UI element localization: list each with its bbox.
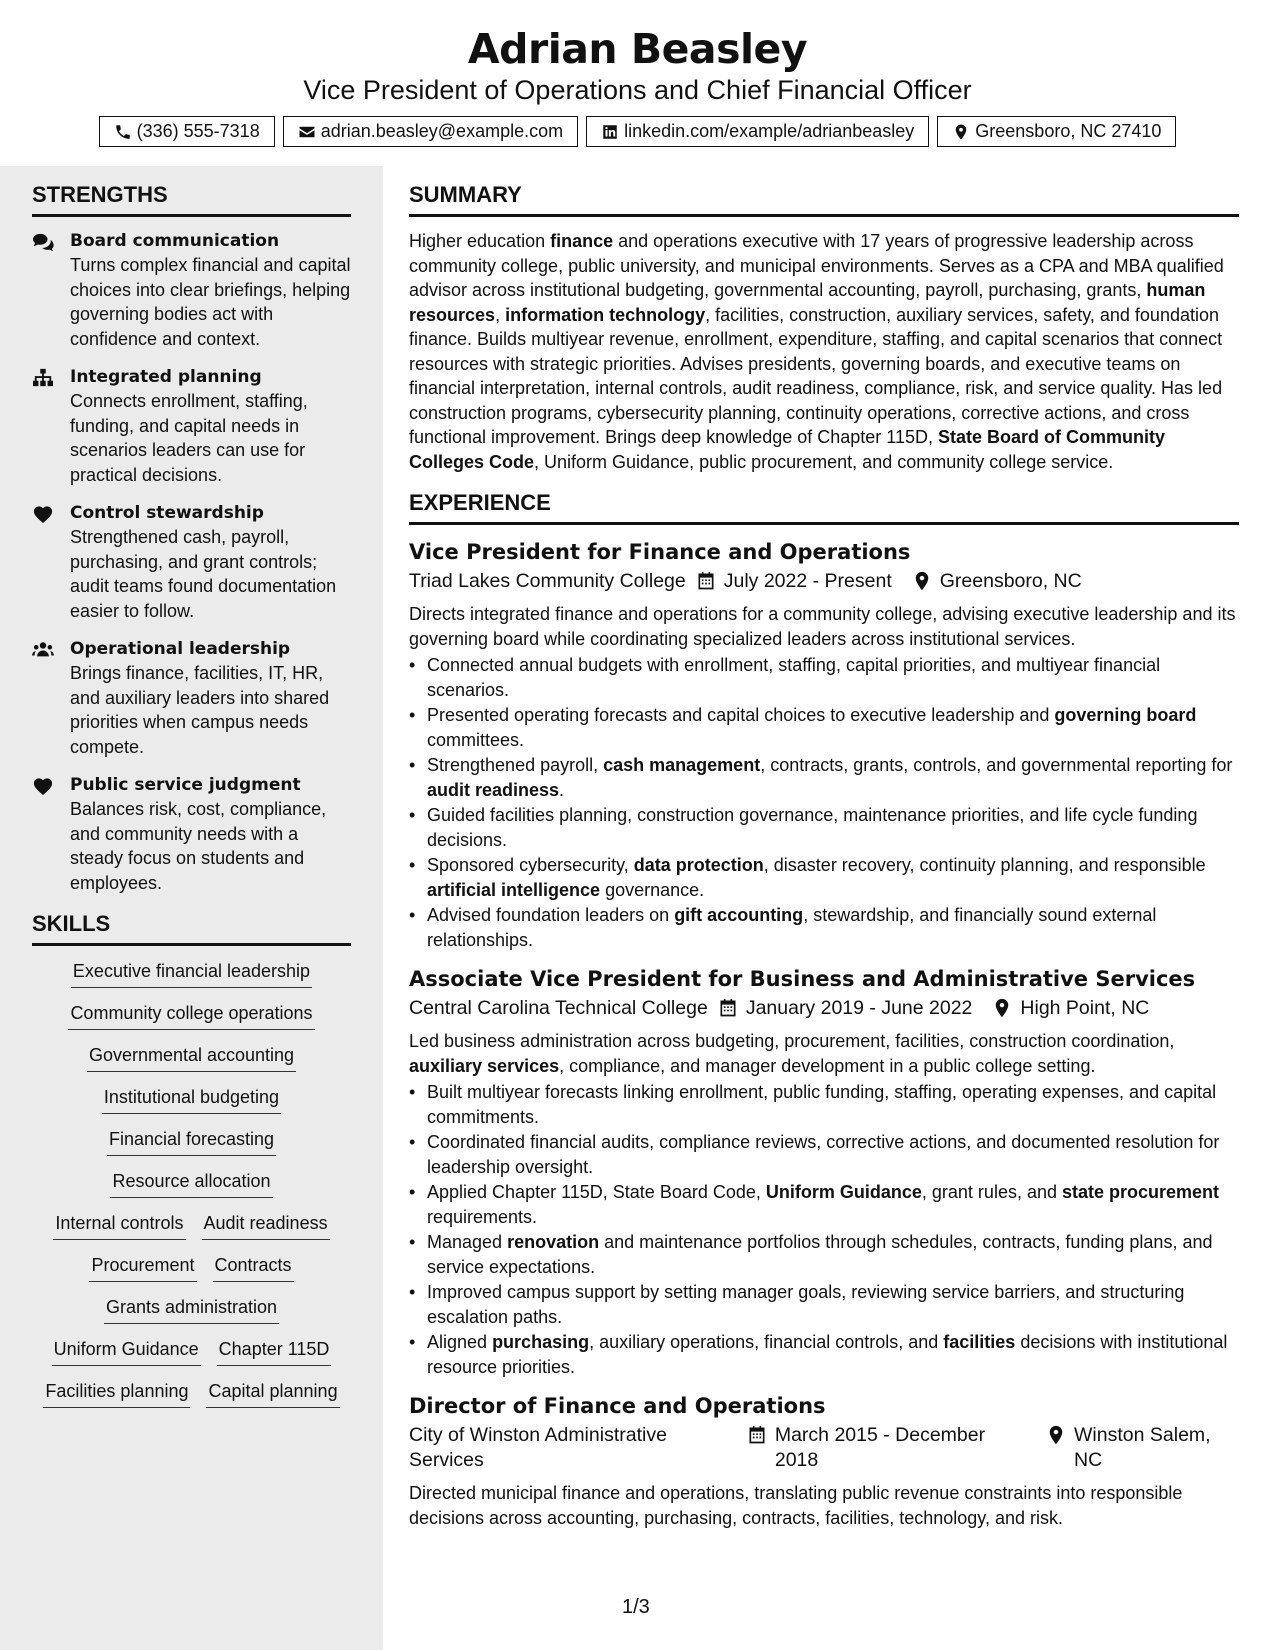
emphasized-text: facilities — [943, 1332, 1016, 1352]
skill-row — [43, 1378, 339, 1408]
text-run: , auxiliary operations, financial controls, and — [589, 1332, 944, 1352]
emphasized-text: cash management — [603, 755, 761, 775]
skill-row — [71, 958, 312, 988]
skill-tag: Capital planning — [206, 1378, 339, 1408]
text-run: Strengthened payroll, — [427, 755, 604, 775]
job-location: High Point, NC — [1020, 997, 1150, 1019]
skill-tag: Internal controls — [53, 1210, 185, 1240]
skill-tag: Resource allocation — [110, 1168, 272, 1198]
skill-row — [110, 1168, 272, 1198]
text-run: , disaster recovery, continuity planning, and responsible — [763, 855, 1206, 875]
skill-tag: Executive financial leadership — [71, 958, 312, 988]
text-run: Connected annual budgets with enrollment, staffing, capital priorities, and multiyear financial scenarios. — [427, 655, 1161, 700]
skill-tag: Grants administration — [104, 1294, 279, 1324]
strength-item — [32, 501, 351, 623]
text-run: Advised foundation leaders on — [427, 905, 675, 925]
contact-email[interactable] — [283, 116, 578, 147]
map-pin-icon — [912, 571, 932, 591]
text-run: and maintenance portfolios through schedules, contracts, funding plans, and service expectations. — [427, 1232, 1213, 1277]
strength-text: Brings finance, facilities, IT, HR, and auxiliary leaders into shared priorities when campus needs compete. — [70, 663, 330, 757]
job-dates: July 2022 - Present — [723, 570, 892, 592]
job-bullet — [409, 753, 1239, 802]
strengths-heading: STRENGTHS — [32, 180, 351, 217]
skill-row — [87, 1042, 296, 1072]
text-run: Managed — [427, 1232, 508, 1252]
strength-item — [32, 229, 351, 351]
map-pin-icon — [952, 123, 970, 141]
job-bullet — [409, 1180, 1239, 1229]
strength-title: Control stewardship — [70, 503, 264, 523]
page-number: 1/3 — [622, 1596, 650, 1618]
contact-location-text: Greensboro, NC 27410 — [975, 121, 1162, 141]
emphasized-text: auxiliary services — [409, 1055, 560, 1076]
linkedin-icon — [601, 123, 619, 141]
job-bullet — [409, 653, 1239, 702]
skill-tag: Audit readiness — [202, 1210, 330, 1240]
skills-heading: SKILLS — [32, 909, 351, 946]
users-icon — [32, 640, 54, 660]
text-run: Directs integrated finance and operations for a community college, advising executive leadership and its governing board while coordinating specialized leaders across institutional services. — [409, 604, 1236, 649]
strength-text: Connects enrollment, staffing, funding, and capital needs in scenarios leaders can use for practical decisions. — [70, 391, 308, 485]
text-run: , compliance, and manager development in a public college setting. — [559, 1055, 1096, 1076]
job-description — [409, 602, 1239, 651]
skills-list — [32, 958, 351, 1408]
text-run: Led business administration across budgeting, procurement, facilities, construction coordination, — [409, 1031, 1175, 1051]
main-content — [409, 180, 1239, 1542]
summary-heading: SUMMARY — [409, 180, 1239, 217]
text-run: , stewardship, and financially sound external relationships. — [427, 905, 1157, 950]
text-run: Guided facilities planning, construction governance, maintenance priorities, and life cycle funding decisions. — [427, 805, 1198, 850]
job-entry — [409, 964, 1239, 1379]
job-dates: March 2015 - December 2018 — [774, 1424, 986, 1471]
job-location: Winston Salem, NC — [1074, 1424, 1211, 1471]
job-organization: Triad Lakes Community College — [409, 570, 686, 592]
calendar-icon — [696, 571, 716, 591]
strength-title: Integrated planning — [70, 367, 262, 387]
text-run: , contracts, grants, controls, and governmental reporting for — [760, 755, 1233, 775]
job-meta — [409, 569, 1239, 594]
emphasized-text: renovation — [507, 1232, 600, 1252]
map-pin-icon — [992, 998, 1012, 1018]
text-run: , Uniform Guidance, public procurement, and community college service. — [534, 451, 1114, 472]
skill-row — [89, 1252, 293, 1282]
strength-title: Public service judgment — [70, 775, 301, 795]
job-bullet — [409, 1330, 1239, 1379]
text-run: Presented operating forecasts and capital choices to executive leadership and — [427, 705, 1055, 725]
job-meta — [409, 1423, 1239, 1473]
skill-tag: Uniform Guidance — [52, 1336, 201, 1366]
emphasized-text: purchasing — [492, 1332, 590, 1352]
job-meta — [409, 996, 1239, 1021]
emphasized-text: data protection — [633, 855, 764, 875]
strength-item — [32, 773, 351, 895]
job-bullets — [409, 1080, 1239, 1379]
skill-tag: Facilities planning — [43, 1378, 190, 1408]
job-bullet — [409, 853, 1239, 902]
skill-tag: Governmental accounting — [87, 1042, 296, 1072]
text-run: , facilities, construction, auxiliary services, safety, and foundation finance. Builds multiyear revenue, enrollment, expenditure, staffing, and capital scenarios that connect resources with strategic priorities. Advises presidents, governing boards, and executive teams on financial interpretation, internal controls, audit readiness, compliance, risk, and service quality. Has led construction programs, cybersecurity planning, continuity operations, corrective actions, and cross functional improvement. Brings deep knowledge of Chapter 115D, — [409, 304, 1223, 447]
job-bullets — [409, 653, 1239, 952]
sidebar — [32, 180, 351, 1408]
text-run: Improved campus support by setting manager goals, reviewing service barriers, and structuring escalation paths. — [427, 1282, 1185, 1327]
job-location: Greensboro, NC — [939, 570, 1082, 592]
text-run: , — [495, 304, 506, 325]
emphasized-text: audit readiness — [427, 779, 560, 800]
text-run: . — [559, 779, 565, 800]
emphasized-text: finance — [550, 231, 614, 251]
contact-bar — [0, 116, 1275, 147]
job-title: Director of Finance and Operations — [409, 1394, 826, 1418]
skill-tag: Procurement — [89, 1252, 196, 1282]
text-run: Directed municipal finance and operations, translating public revenue constraints into responsible decisions across accounting, purchasing, contracts, facilities, technology, and risk. — [409, 1483, 1183, 1528]
resume-header — [0, 0, 1275, 147]
job-organization: Central Carolina Technical College — [409, 997, 708, 1019]
skill-tag: Institutional budgeting — [102, 1084, 281, 1114]
job-bullet — [409, 903, 1239, 952]
strength-item — [32, 637, 351, 759]
calendar-icon — [718, 998, 738, 1018]
text-run: Sponsored cybersecurity, — [427, 855, 634, 875]
calendar-icon — [747, 1425, 767, 1445]
contact-phone[interactable] — [99, 116, 275, 147]
heart-icon — [32, 504, 54, 524]
strength-title: Operational leadership — [70, 639, 291, 659]
summary-text — [409, 229, 1239, 474]
job-bullet — [409, 1280, 1239, 1329]
skill-tag: Contracts — [213, 1252, 294, 1282]
text-run: Built multiyear forecasts linking enrollment, public funding, staffing, operating expenses, and capital commitments. — [427, 1082, 1217, 1127]
job-bullet — [409, 803, 1239, 852]
contact-linkedin-text: linkedin.com/example/adrianbeasley — [624, 121, 915, 141]
candidate-role: Vice President of Operations and Chief Financial Officer — [303, 75, 972, 105]
skill-row — [68, 1000, 314, 1030]
emphasized-text: information technology — [505, 304, 706, 325]
sitemap-icon — [32, 368, 54, 388]
text-run: and operations executive with 17 years of progressive leadership across community college, public university, and municipal environments. Serves as a CPA and MBA qualified advisor across institutional budgeting, governmental accounting, payroll, purchasing, grants, — [409, 231, 1224, 300]
comments-icon — [32, 232, 54, 252]
skill-row — [102, 1084, 281, 1114]
envelope-icon — [298, 123, 316, 141]
experience-list — [409, 537, 1239, 1530]
contact-phone-text: (336) 555-7318 — [136, 121, 260, 141]
emphasized-text: Uniform Guidance — [765, 1182, 922, 1202]
job-title: Vice President for Finance and Operations — [409, 540, 911, 564]
phone-icon — [114, 123, 132, 141]
text-run: Applied Chapter 115D, State Board Code, — [427, 1182, 766, 1202]
strength-text: Strengthened cash, payroll, purchasing, and grant controls; audit teams found documentation easier to follow. — [70, 527, 337, 621]
job-entry — [409, 1391, 1239, 1530]
skill-row — [53, 1210, 329, 1240]
contact-email-text: adrian.beasley@example.com — [320, 121, 564, 141]
text-run: governance. — [600, 879, 705, 900]
skill-row — [52, 1336, 332, 1366]
job-entry — [409, 537, 1239, 952]
experience-heading: EXPERIENCE — [409, 488, 1239, 525]
skill-row — [104, 1294, 279, 1324]
job-bullet — [409, 1080, 1239, 1129]
candidate-name: Adrian Beasley — [467, 25, 808, 73]
emphasized-text: governing board — [1054, 705, 1197, 725]
job-title: Associate Vice President for Business and Administrative Services — [409, 967, 1196, 991]
heart-icon — [32, 776, 54, 796]
skill-tag: Chapter 115D — [217, 1336, 332, 1366]
job-organization: City of Winston Administrative Services — [409, 1424, 667, 1471]
contact-linkedin[interactable] — [586, 116, 929, 147]
text-run: requirements. — [427, 1206, 538, 1227]
job-description — [409, 1029, 1239, 1078]
job-description — [409, 1481, 1239, 1530]
strength-text: Turns complex financial and capital choices into clear briefings, helping governing bodies act with confidence and context. — [70, 255, 351, 349]
text-run: Aligned — [427, 1332, 493, 1352]
emphasized-text: state procurement — [1062, 1182, 1220, 1202]
skill-row — [107, 1126, 276, 1156]
emphasized-text: State Board of Community Colleges Code — [409, 427, 1165, 472]
skill-tag: Financial forecasting — [107, 1126, 276, 1156]
job-dates: January 2019 - June 2022 — [745, 997, 973, 1019]
strength-item — [32, 365, 351, 487]
text-run: Higher education — [409, 231, 551, 251]
strength-text: Balances risk, cost, compliance, and community needs with a steady focus on students and employees. — [70, 799, 327, 893]
emphasized-text: gift accounting — [674, 905, 804, 925]
job-bullet — [409, 1230, 1239, 1279]
text-run: committees. — [427, 729, 525, 750]
map-pin-icon — [1046, 1425, 1066, 1445]
text-run: Coordinated financial audits, compliance reviews, corrective actions, and documented resolution for leadership oversight. — [427, 1132, 1220, 1177]
strength-title: Board communication — [70, 231, 280, 251]
text-run: decisions with institutional resource priorities. — [427, 1332, 1228, 1377]
skill-tag: Community college operations — [68, 1000, 314, 1030]
job-bullet — [409, 703, 1239, 752]
contact-location[interactable] — [937, 116, 1176, 147]
job-bullet — [409, 1130, 1239, 1179]
emphasized-text: human resources — [409, 280, 1206, 325]
text-run: , grant rules, and — [921, 1182, 1062, 1202]
emphasized-text: artificial intelligence — [427, 879, 601, 900]
